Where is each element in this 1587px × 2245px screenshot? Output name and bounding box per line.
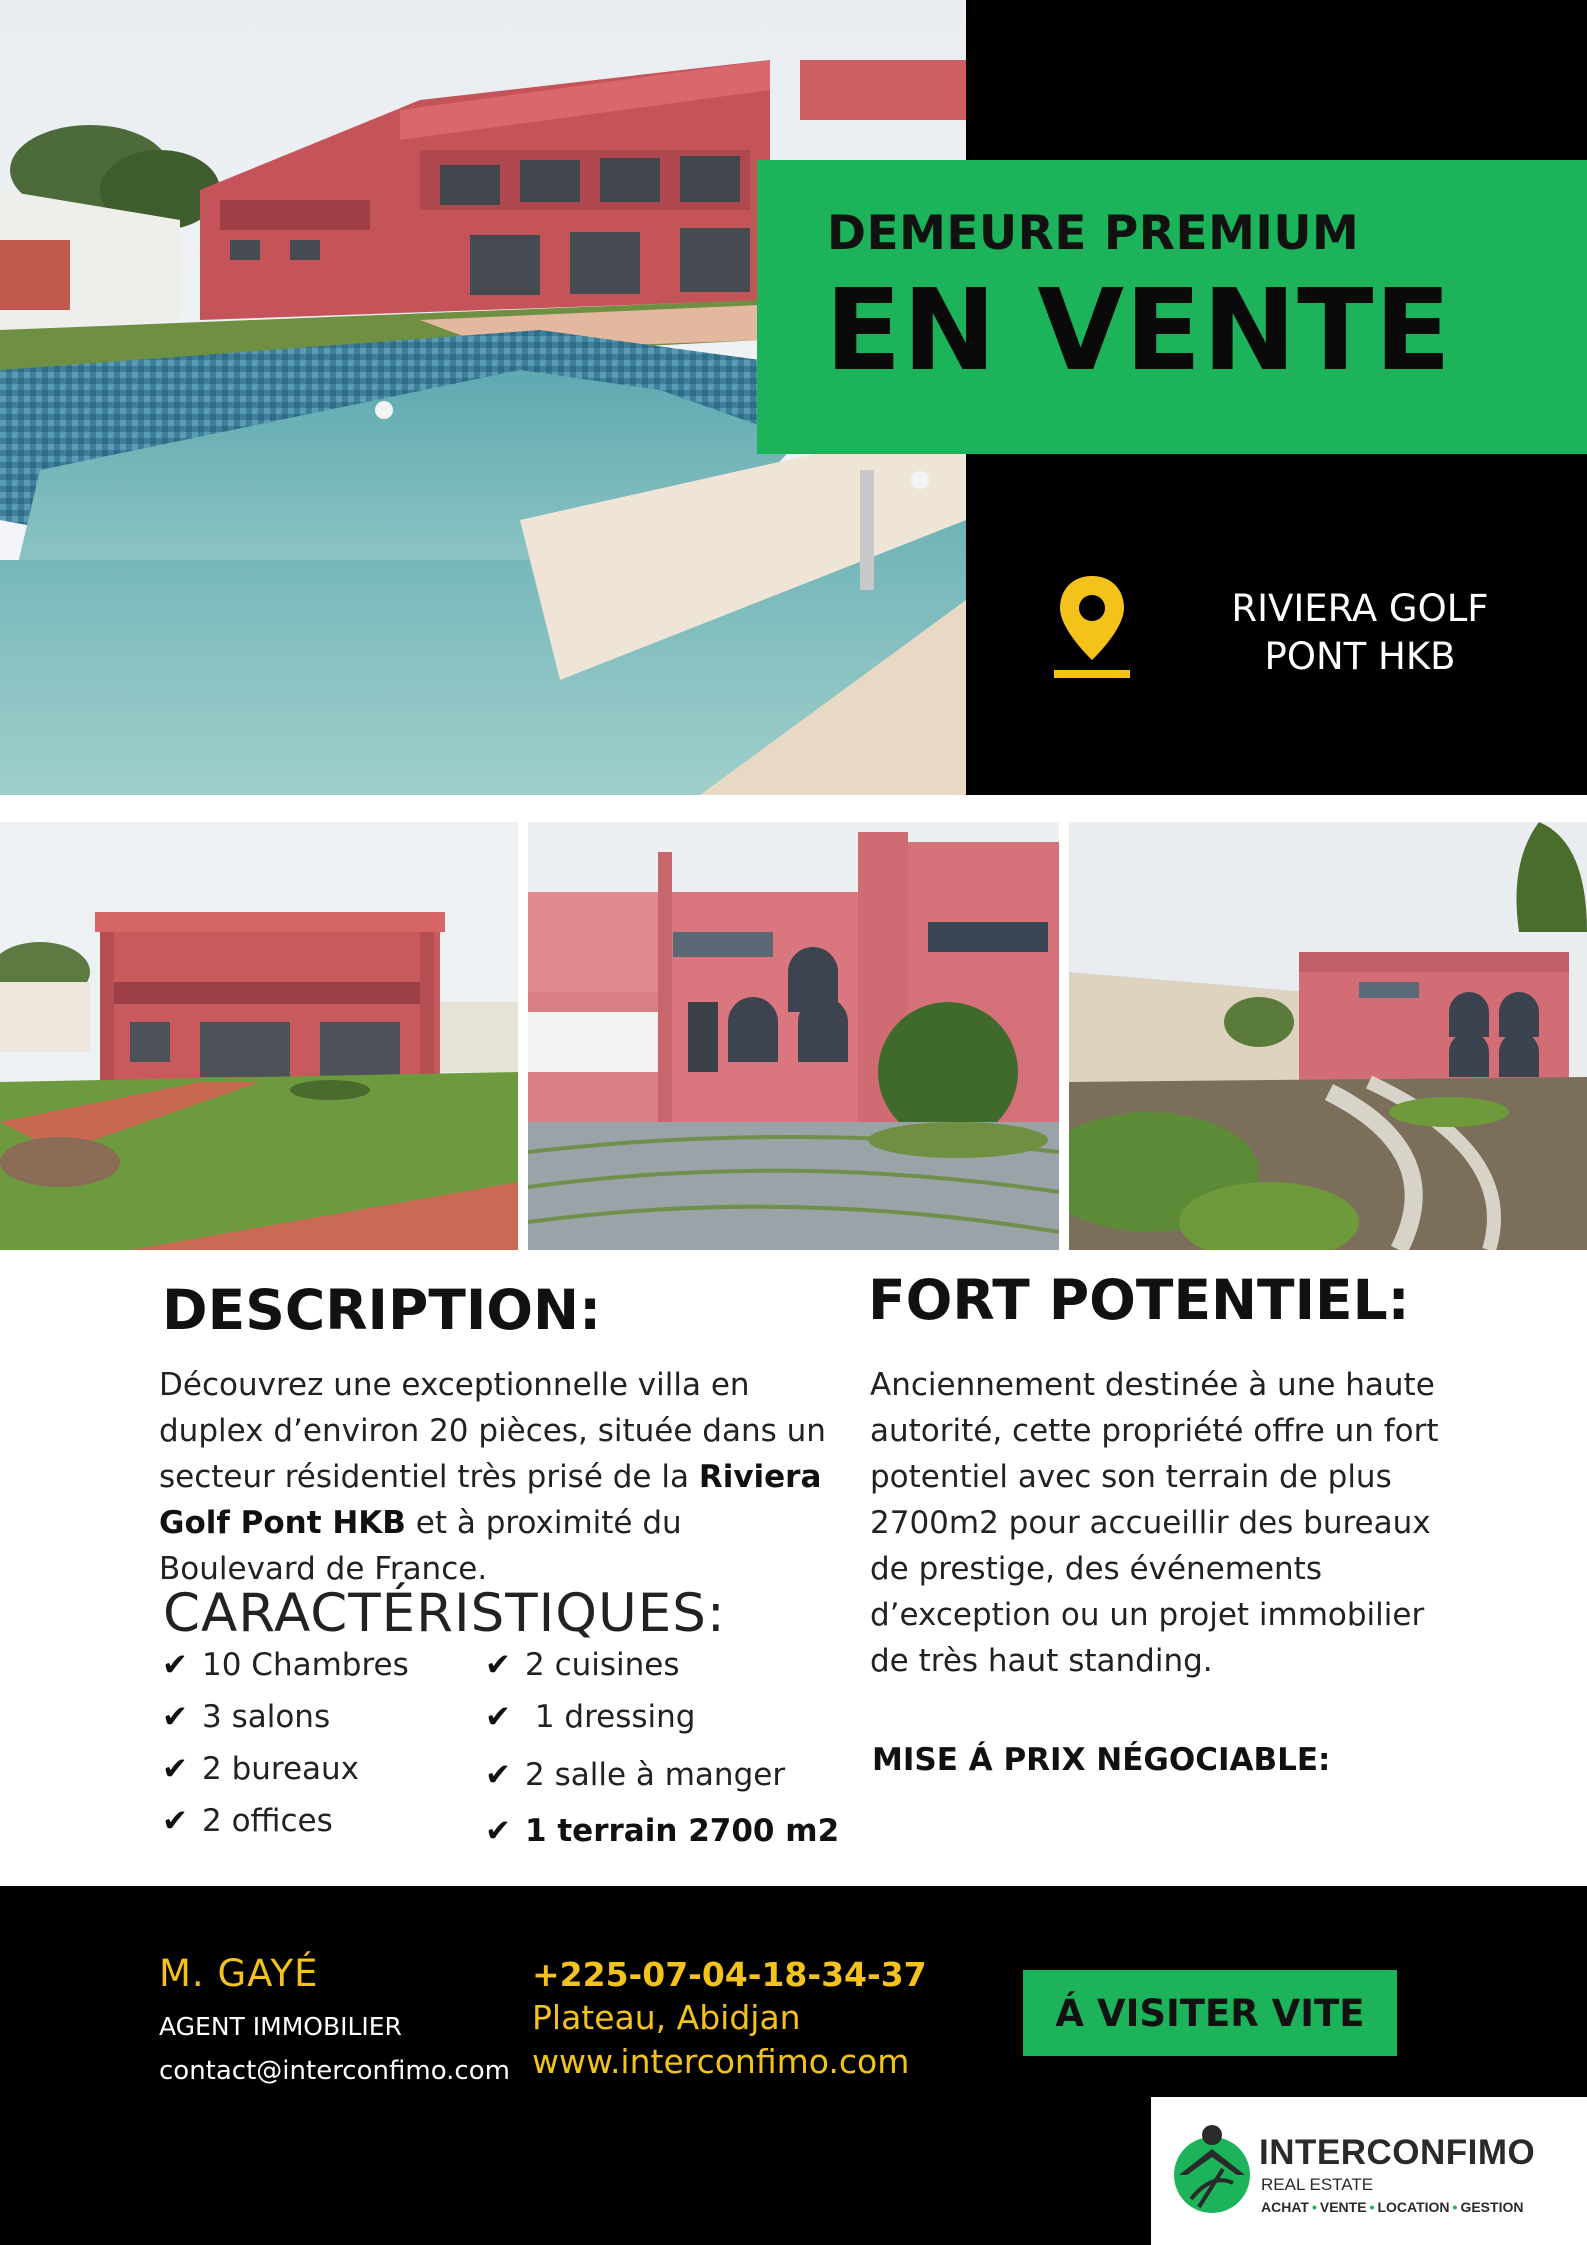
logo-tag: GESTION	[1460, 2199, 1524, 2215]
logo-tag: ACHAT	[1261, 2199, 1309, 2215]
logo-tag: VENTE	[1319, 2199, 1367, 2215]
feature-label: 1 terrain 2700 m2	[525, 1813, 840, 1849]
feature-item	[485, 1647, 680, 1683]
page-title: EN VENTE	[825, 266, 1453, 396]
location-label	[1180, 585, 1540, 681]
logo-tagline	[1261, 2199, 1523, 2215]
location-line-2: PONT HKB	[1264, 635, 1456, 678]
visit-cta-button[interactable]: Á VISITER VITE	[1023, 1970, 1397, 2056]
checkmark-icon: ✔	[485, 1757, 511, 1793]
potential-heading: FORT POTENTIEL:	[868, 1268, 1410, 1332]
feature-item	[162, 1751, 359, 1787]
website-link[interactable]: www.interconfimo.com	[532, 2042, 910, 2081]
map-pin-icon	[1050, 572, 1134, 682]
house-logo-icon	[1171, 2123, 1253, 2215]
company-logo	[1151, 2097, 1587, 2245]
checkmark-icon: ✔	[485, 1813, 511, 1849]
feature-label: 2 bureaux	[202, 1751, 360, 1787]
agent-email-link[interactable]: contact@interconfimo.com	[159, 2056, 510, 2086]
office-location: Plateau, Abidjan	[532, 1998, 801, 2037]
feature-item	[162, 1647, 409, 1683]
photo-villa-courtyard	[528, 822, 1059, 1250]
feature-label: 2 salle à manger	[525, 1757, 786, 1793]
feature-item	[485, 1699, 696, 1735]
title-subheading: DEMEURE PREMIUM	[827, 206, 1360, 261]
feature-item-terrain	[485, 1813, 839, 1849]
description-text-start: Découvrez une exceptionnelle villa en duplex d’environ 20 pièces, située dans un secteur résidentiel très prisé de la	[159, 1367, 826, 1495]
phone-number-link[interactable]: +225-07-04-18-34-37	[532, 1955, 927, 1994]
agent-name: M. GAYÉ	[159, 1952, 319, 1995]
feature-item	[162, 1699, 330, 1735]
location-line-1: RIVIERA GOLF	[1231, 587, 1489, 630]
logo-tag: LOCATION	[1377, 2199, 1450, 2215]
feature-label: 2 cuisines	[525, 1647, 680, 1683]
price-note: MISE Á PRIX NÉGOCIABLE:	[872, 1742, 1331, 1778]
checkmark-icon: ✔	[162, 1699, 188, 1735]
feature-label: 10 Chambres	[202, 1647, 409, 1683]
feature-label: 2 offices	[202, 1803, 333, 1839]
logo-subtitle: REAL ESTATE	[1261, 2175, 1374, 2194]
agent-role: AGENT IMMOBILIER	[159, 2012, 402, 2041]
title-banner	[757, 160, 1587, 454]
checkmark-icon: ✔	[485, 1699, 511, 1735]
checkmark-icon: ✔	[162, 1647, 188, 1683]
feature-item	[485, 1757, 785, 1793]
description-heading: DESCRIPTION:	[162, 1278, 602, 1342]
photo-villa-garden-path	[1069, 822, 1587, 1250]
bullet-dot-icon: •	[1369, 2199, 1375, 2215]
checkmark-icon: ✔	[162, 1751, 188, 1787]
feature-item	[162, 1803, 333, 1839]
bullet-dot-icon: •	[1452, 2199, 1458, 2215]
description-text-bold: Riviera Golf Pont HKB	[159, 1459, 822, 1541]
feature-label: 1 dressing	[525, 1699, 696, 1735]
feature-label: 3 salons	[202, 1699, 331, 1735]
bullet-dot-icon: •	[1311, 2199, 1317, 2215]
description-text-end: et à proximité du Boulevard de France.	[159, 1505, 682, 1587]
description-text	[159, 1362, 839, 1592]
features-heading: CARACTÉRISTIQUES:	[163, 1583, 726, 1644]
photo-villa-front-lawn	[0, 822, 518, 1250]
checkmark-icon: ✔	[485, 1647, 511, 1683]
potential-text: Anciennement destinée à une haute autorité, cette propriété offre un fort potentiel avec son terrain de plus 2700m2 pour accueillir des bureaux de prestige, des événements d’exception ou un projet immobilier de très haut standing.	[870, 1367, 1439, 1679]
logo-name: INTERCONFIMO	[1259, 2133, 1536, 2172]
checkmark-icon: ✔	[162, 1803, 188, 1839]
